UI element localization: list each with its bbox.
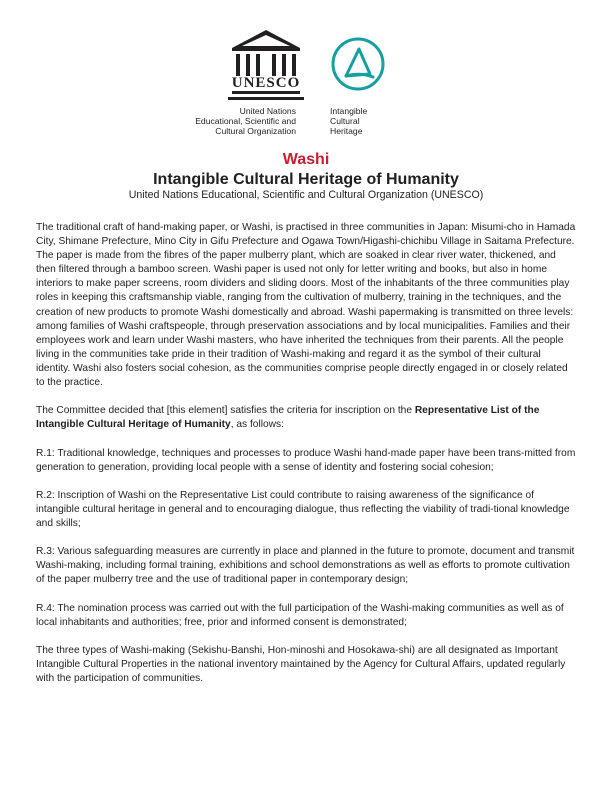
organization-name: United Nations Educational, Scientific and Cultural Organization (UNESCO) xyxy=(128,189,484,201)
closing-paragraph: The three types of Washi-making (Sekishu-Banshi, Hon-minoshi and Hosokawa-shi) are all designated as Important Intangible Cultural Properties in the national inventory maintained by the Agency for Cultural Affairs, updated regularly with the participation of communities. xyxy=(36,644,566,684)
criterion-r2: R.2: Inscription of Washi on the Representative List could contribute to raising awareness of the significance of intangible cultural heritage in general and to encouraging dialogue, thus reflecting the viability of tradi-tional knowledge and skills; xyxy=(36,489,570,529)
intangible-heritage-logo xyxy=(330,36,386,92)
unesco-caption xyxy=(170,106,296,136)
document-body xyxy=(36,221,576,700)
logo-header xyxy=(0,28,612,138)
unesco-caption-line: Cultural Organization xyxy=(215,126,296,136)
page-subtitle: Intangible Cultural Heritage of Humanity xyxy=(153,171,459,188)
unesco-caption-line: United Nations xyxy=(239,106,296,116)
ich-caption-line: Heritage xyxy=(330,126,363,136)
ich-caption xyxy=(330,106,430,136)
criterion-r4: R.4: The nomination process was carried out with the full participation of the Washi-making communities as well as of local inhabitants and authorities; free, prior and informed consent is demonstrated; xyxy=(36,602,564,628)
title-block xyxy=(0,150,612,202)
criterion-r1: R.1: Traditional knowledge, techniques and processes to produce Washi hand-made paper have been trans-mitted from generation to generation, providing local people with a sense of identity and fostering social cohesion; xyxy=(36,447,576,473)
criterion-r3: R.3: Various safeguarding measures are currently in place and planned in the future to promote, document and transmit Washi-making, including formal training, exhibitions and school demonstrations as well as efforts to promote cultivation of the paper mulberry tree and the use of traditional paper in contemporary design; xyxy=(36,546,575,586)
ich-caption-line: Cultural xyxy=(330,116,360,126)
decision-paragraph xyxy=(36,404,576,432)
unesco-caption-line: Educational, Scientific and xyxy=(195,116,296,126)
ich-caption-line: Intangible xyxy=(330,106,368,116)
decision-suffix: , as follows: xyxy=(230,419,284,431)
page-title: Washi xyxy=(282,151,330,168)
unesco-wordmark: UNESCO xyxy=(231,75,301,91)
intro-paragraph: The traditional craft of hand-making paper, or Washi, is practised in three communities in Japan: Misumi-cho in Hamada City, Shimane Prefecture, Mino City in Gifu Prefecture and Ogawa Town/Higashi-chichibu Village in Saitama Prefecture. The paper is made from the fibres of the paper mulberry plant, which are soaked in clear river water, thickened, and then filtered through a bamboo screen. Washi paper is used not only for letter writing and books, but also in home interiors to make paper screens, room dividers and sliding doors. Most of the inhabitants of the three communities play roles in keeping this craftsmanship viable, ranging from the cultivation of mulberry, training in the techniques, and the creation of new products to promote Washi domestically and abroad. Washi papermaking is transmitted on three levels: among families of Washi craftspeople, through preservation associations and by local municipalities. Families and their employees work and learn under Washi masters, who have inherited the techniques from their parents. All the people living in the communities take pride in their tradition of Washi-making and regard it as the symbol of their cultural identity. Washi also fosters social cohesion, as the communities comprise people directly engaged in or closely related to the practice. xyxy=(36,222,576,389)
unesco-temple-logo xyxy=(226,28,306,104)
decision-prefix: The Committee decided that [this element] satisfies the criteria for inscription on the xyxy=(36,405,415,417)
representative-list-name: Representative List of the Intangible Cultural Heritage of Humanity xyxy=(36,405,540,431)
